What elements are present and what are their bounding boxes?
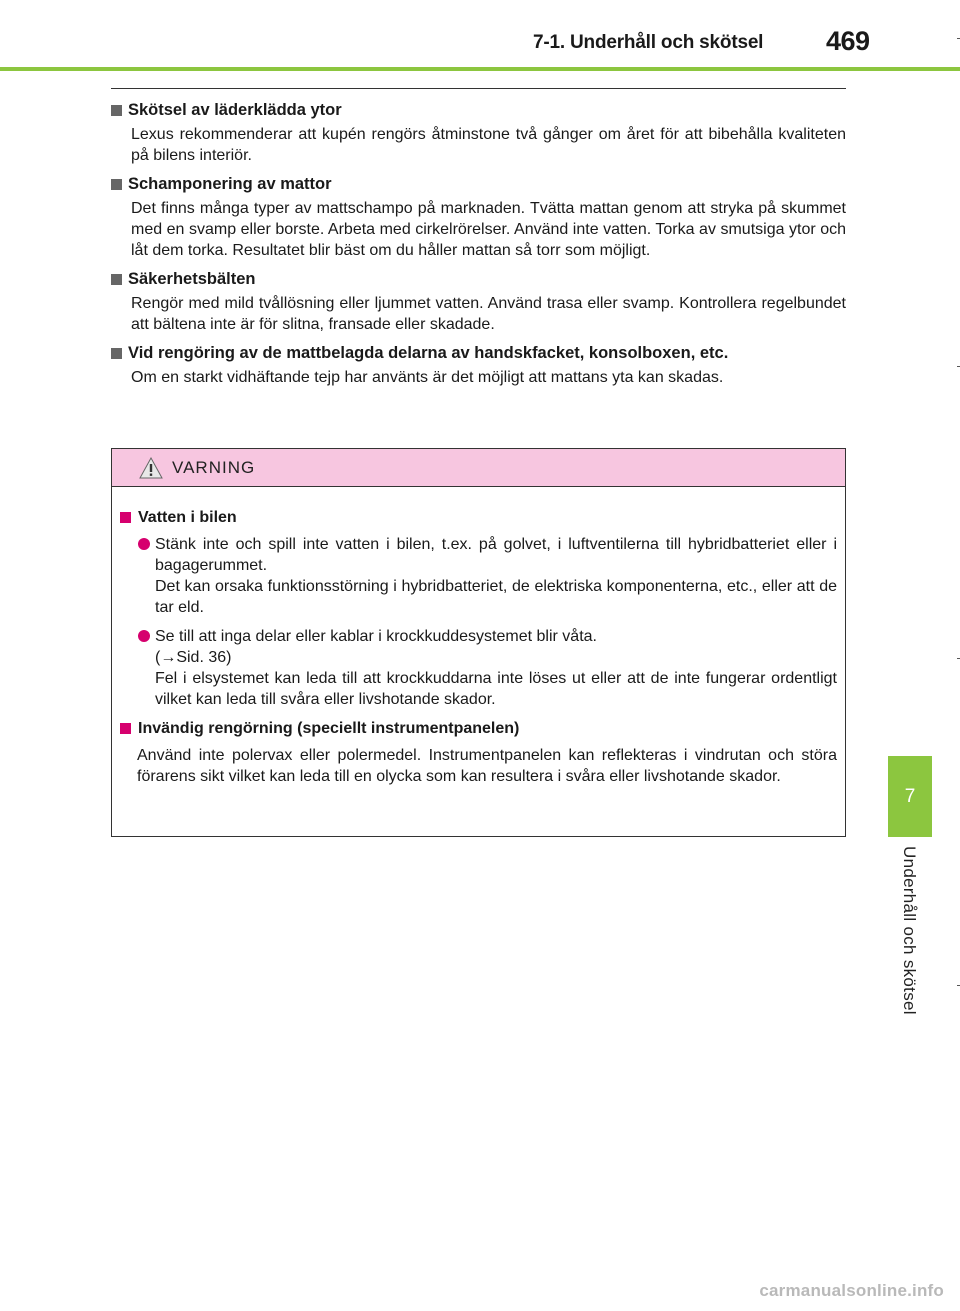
section-body-text: Om en starkt vidhäftande tejp har använts är det möjligt att mattans yta kan skadas. [131,369,724,386]
section-leather-care [111,100,846,166]
square-bullet-icon [120,512,131,523]
section-heading [111,343,846,364]
chapter-tab[interactable] [888,756,932,837]
section-heading-text: Skötsel av läderklädda ytor [128,101,342,119]
warning-bullet-text [155,534,837,618]
bullet-line: Se till att inga delar eller kablar i krockkuddesystemet blir våta. [155,628,597,645]
bullet-line: Det kan orsaka funktionsstörning i hybridbatteriet, de elektriska komponenterna, etc., eller att de tar eld. [155,578,837,616]
main-content [111,100,846,396]
header-divider [0,67,960,71]
section-body-text: Lexus rekommenderar att kupén rengörs åtminstone två gånger om året för att bibehålla kvaliteten på bilens interiör. [131,126,846,164]
warning-bullet [120,626,837,710]
section-heading [111,174,846,195]
warning-heading-text: Vatten i bilen [138,509,237,526]
page-number: 469 [826,26,870,56]
section-heading-text: Säkerhetsbälten [128,270,256,288]
chapter-header-title: 7-1. Underhåll och skötsel [533,32,764,53]
section-heading-text: Schamponering av mattor [128,175,332,193]
section-seat-belts [111,269,846,335]
section-heading-text: Vid rengöring av de mattbelagda delarna av handskfacket, konsolboxen, etc. [128,344,729,362]
chapter-number: 7 [904,785,916,807]
watermark: carmanualsonline.info [759,1281,944,1300]
warning-bullet-text [155,626,837,710]
round-bullet-icon [138,630,150,642]
section-body-text: Det finns många typer av mattschampo på marknaden. Tvätta mattan genom att stryka på skummet med en svamp eller borste. Arbeta med cirkelrörelser. Använd inte vatten. Torka av smutsiga ytor och låt dem torka. Resultatet blir bäst om du håller mattan så torr som möjligt. [131,200,846,259]
bullet-line: Stänk inte och spill inte vatten i bilen, t.ex. på golvet, i luftventilerna till hybridbatteriet eller i bagagerummet. [155,536,837,574]
warning-label: VARNING [172,457,256,477]
section-carpeted-parts [111,343,846,388]
warning-body-text: Använd inte polervax eller polermedel. Instrumentpanelen kan reflekteras i vindrutan och störa förarens sikt vilket kan leda till en olycka som kan resultera i svåra eller livshotande skador. [137,747,837,785]
round-bullet-icon [138,538,150,550]
section-heading [111,269,846,290]
square-bullet-icon [111,179,122,190]
page-reference-link[interactable]: (→Sid. 36) [155,649,232,666]
warning-bullet [120,534,837,618]
section-carpet-shampoo [111,174,846,261]
section-heading [111,100,846,121]
section-body-text: Rengör med mild tvållösning eller ljummet vatten. Använd trasa eller svamp. Kontrollera regelbundet att bältena inte är för slitna, fransade eller skadade. [131,295,846,333]
warning-triangle-icon [139,457,163,479]
bullet-line: Fel i elsystemet kan leda till att krockkuddarna inte löses ut eller att de inte fungerar ordentligt vilket kan leda till svåra eller livshotande skador. [155,670,837,708]
warning-heading-text: Invändig rengörning (speciellt instrumentpanelen) [138,720,520,737]
square-bullet-icon [111,274,122,285]
warning-header [112,449,845,487]
content-top-divider [111,88,846,89]
warning-heading-water [120,507,837,528]
square-bullet-icon [111,348,122,359]
square-bullet-icon [111,105,122,116]
warning-box [111,448,846,837]
square-bullet-icon [120,723,131,734]
chapter-side-title: Underhåll och skötsel [900,846,919,1015]
warning-heading-interior [120,718,837,739]
warning-body [112,487,845,787]
